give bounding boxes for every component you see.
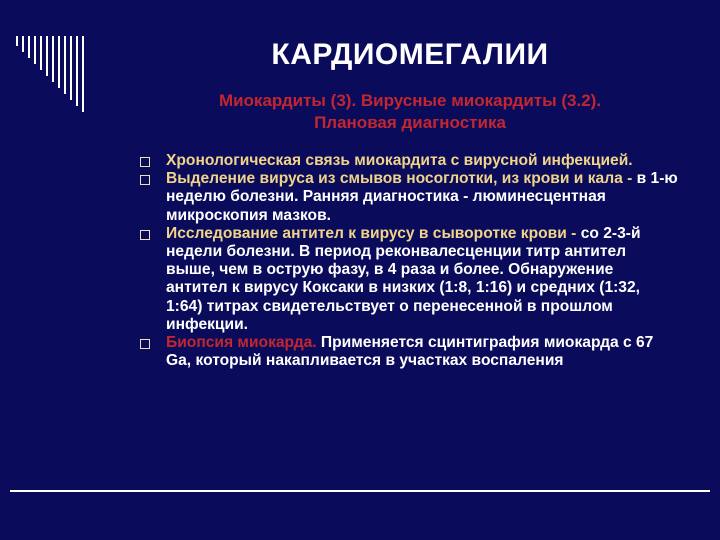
bullet-1-text: Хронологическая связь миокардита с вирусной инфекцией. <box>166 152 633 169</box>
bullet-3-text: со 2-3-й недели болезни. В период реконвалесценции титр антител выше, чем в острую фазу, в 4 раза и более. Обнаружение антител к вирусу Коксаки в низких (1:8, 1:16) и средних (1:32, 1:64) титрах свидетельствует о перенесенной в прошлом инфекции. <box>166 224 641 333</box>
bullet-2-text: в 1-ю неделю болезни. Ранняя диагностика - люминесцентная микроскопия мазков. <box>166 170 678 224</box>
bullet-item-3 <box>138 225 678 334</box>
subtitle-line-1: Миокардиты (3). Вирусные миокардиты (3.2). <box>218 91 602 110</box>
bullet-4-lead: Биопсия миокарда. <box>166 334 317 352</box>
slide-title: КАРДИОМЕГАЛИИ <box>271 38 549 71</box>
bullet-list <box>138 152 678 370</box>
subtitle-line-2: Плановая диагностика <box>314 113 506 132</box>
bullet-item-2 <box>138 170 678 225</box>
square-bullet-icon <box>140 230 150 240</box>
bullet-4-text: Применяется сцинтиграфия миокарда с 67 Ga, который накапливается в участках воспаления <box>166 334 654 370</box>
square-bullet-icon <box>140 339 150 349</box>
bullet-2-lead: Выделение вируса из смывов носоглотки, из крови и кала - <box>166 170 637 188</box>
decorative-bars <box>16 36 156 116</box>
bullet-item-1 <box>138 152 678 170</box>
bullet-item-4 <box>138 334 678 370</box>
square-bullet-icon <box>140 175 150 185</box>
bottom-divider <box>10 490 710 492</box>
slide-subtitle <box>150 90 670 134</box>
bullet-3-lead: Исследование антител к вирусу в сыворотке крови - <box>166 224 581 242</box>
square-bullet-icon <box>140 157 150 167</box>
